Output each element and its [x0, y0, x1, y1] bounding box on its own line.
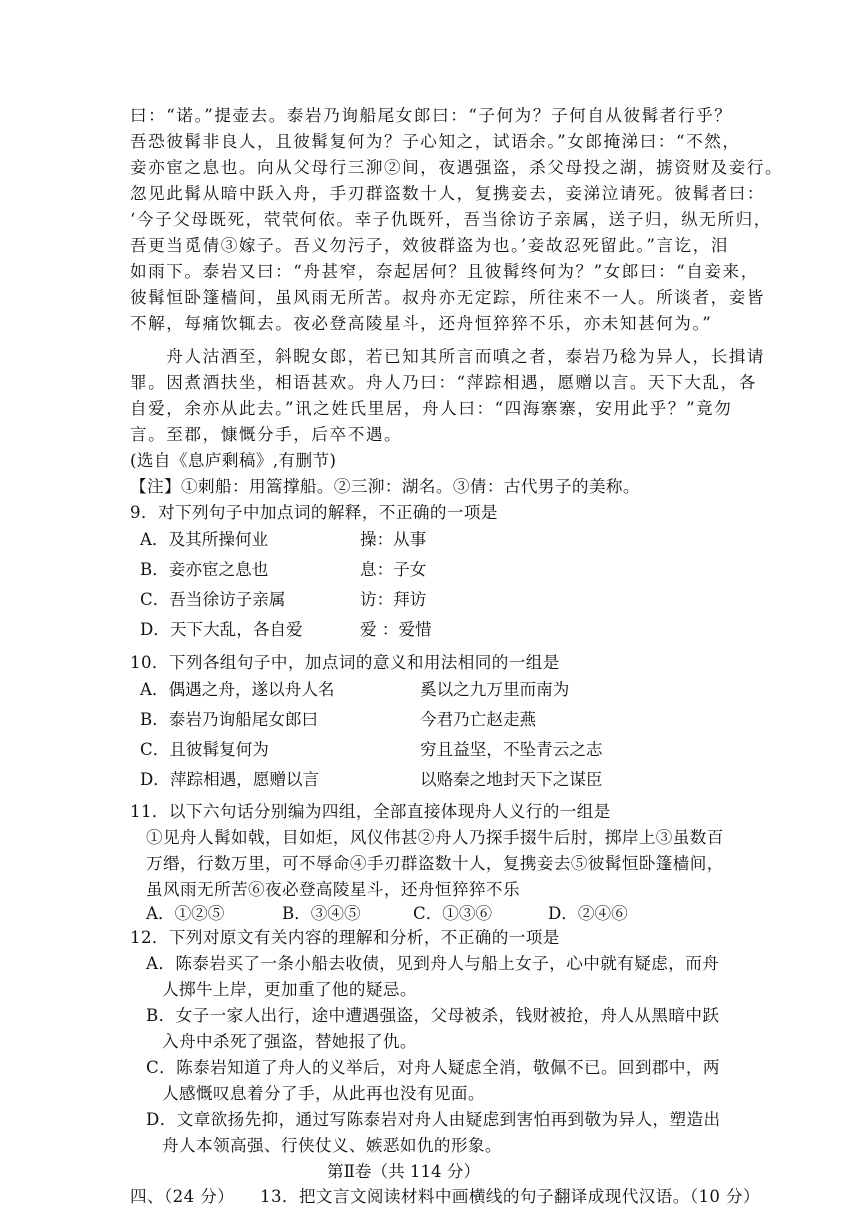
option-left: D．萍踪相遇，愿赠以言 — [140, 770, 320, 789]
option-right: 穷且益坚，不坠青云之志 — [420, 740, 603, 759]
option-right: 今君乃亡赵走燕 — [420, 710, 537, 729]
q10-option-c[interactable] — [0, 736, 860, 764]
passage-line: 吾更当觅倩③嫁子。吾义勿污子，效彼群盗为也。’妾故忍死留此。”言讫，泪 — [130, 236, 729, 255]
question-10-stem: 10．下列各组句子中，加点词的意义和用法相同的一组是 — [130, 653, 560, 672]
option-right: 以赂秦之地封天下之谋臣 — [420, 770, 603, 789]
passage-line: ‘今子父母既死，茕茕何依。幸子仇既歼，吾当徐访子亲属，送子归，纵无所归， — [130, 210, 772, 229]
q11-choice-c[interactable]: C．①③⑥ — [413, 904, 493, 923]
option-left: C．且彼髯复何为 — [140, 740, 269, 759]
q9-option-c[interactable] — [0, 586, 860, 614]
q12-option-b[interactable]: B．女子一家人出行，途中遭遇强盗，父母被杀，钱财被抢，舟人从黑暗中跃 — [146, 1006, 720, 1025]
option-gloss: 息：子女 — [360, 560, 427, 579]
question-11-stem: 11．以下六句话分别编为四组，全部直接体现舟人义行的一组是 — [130, 802, 611, 821]
q11-choice-b[interactable]: B．③④⑤ — [282, 904, 361, 923]
option-left: A．偶遇之舟，遂以舟人名 — [140, 680, 335, 699]
q9-option-d[interactable] — [0, 616, 860, 644]
option-gloss: 操：从事 — [360, 530, 427, 549]
q10-option-b[interactable] — [0, 706, 860, 734]
question-13-stem: 13．把文言文阅读材料中画横线的句子翻译成现代汉语。（10 分） — [260, 1187, 761, 1206]
q11-choice-d[interactable]: D．②④⑥ — [548, 904, 628, 923]
q10-option-d[interactable] — [0, 766, 860, 794]
q9-option-a[interactable] — [0, 526, 860, 554]
passage-line: 彼髯恒卧篷樯间，虽风雨无所苦。叔舟亦无定踪，所往来不一人。所谈者，妾皆 — [130, 288, 766, 307]
option-left: B．泰岩乃询船尾女郎曰 — [140, 710, 319, 729]
option-gloss: 访：拜访 — [360, 590, 427, 609]
q11-body-line: 万缗，行数万里，可不辱命④手刃群盗数十人，复携妾去⑤彼髯恒卧篷樯间， — [146, 854, 724, 873]
passage-line: 妾亦宦之息也。向从父母行三泖②间，夜遇强盗，杀父母投之湖，掳资财及妾行。 — [130, 158, 784, 177]
option-text: A．及其所操何业 — [140, 530, 269, 549]
q11-choices — [0, 901, 860, 927]
passage-line: 如雨下。泰岩又曰：“舟甚窄，奈起居何？且彼髯终何为？”女郎曰：“自妾来， — [130, 262, 759, 281]
q12-option-b-cont: 入舟中杀死了强盗，替她报了仇。 — [162, 1032, 417, 1051]
q11-body-line: ①见舟人髯如戟，目如炬，风仪伟甚②舟人乃探手掇牛后肘，掷岸上③虽数百 — [146, 828, 724, 847]
passage-line: 不解，每痛饮辄去。夜必登高陵星斗，还舟恒猝猝不乐，亦未知甚何为。” — [130, 314, 713, 333]
q12-option-a-cont: 人掷牛上岸，更加重了他的疑忌。 — [162, 980, 417, 999]
question-9-stem: 9．对下列句子中加点词的解释，不正确的一项是 — [130, 503, 498, 522]
passage-line: 舟人沽酒至，斜睨女郎，若已知其所言而嗔之者，泰岩乃稔为异人，长揖请 — [130, 347, 766, 366]
passage-line: 吾恐彼髯非良人，且彼髯复何为？子心知之，试语余。”女郎掩涕曰：“不然， — [130, 132, 741, 151]
source-citation: (选自《息庐剩稿》,有删节) — [130, 451, 337, 470]
q9-option-b[interactable] — [0, 556, 860, 584]
passage-line: 罪。因煮酒扶坐，相语甚欢。舟人乃曰：“萍踪相遇，愿赠以言。天下大乱，各 — [130, 373, 757, 392]
option-text: D．天下大乱，各自爱 — [140, 620, 303, 639]
option-gloss: 爱 ：爱惜 — [360, 620, 432, 639]
part-4-heading: 四、（24 分） — [130, 1187, 235, 1206]
option-text: C．吾当徐访子亲属 — [140, 590, 286, 609]
q12-option-a[interactable]: A．陈泰岩买了一条小船去收债，见到舟人与船上女子，心中就有疑虑，而舟 — [146, 954, 720, 973]
q11-body-line: 虽风雨无所苦⑥夜必登高陵星斗，还舟恒猝猝不乐 — [146, 880, 520, 899]
q12-option-d[interactable]: D．文章欲扬先抑，通过写陈泰岩对舟人由疑虑到害怕再到敬为异人，塑造出 — [146, 1110, 721, 1129]
passage-line: 自爱，余亦从此去。”讯之姓氏里居，舟人曰：“四海寨寨，安用此乎？”竟勿 — [130, 399, 733, 418]
section-heading: 第Ⅱ卷（共 114 分） — [327, 1162, 481, 1181]
q11-choice-a[interactable]: A．①②⑤ — [146, 904, 225, 923]
q12-option-c-cont: 人感慨叹息着分了手，从此再也没有见面。 — [162, 1084, 485, 1103]
passage-line: 曰：“诺。”提壶去。泰岩乃询船尾女郎曰：“子何为？子何自从彼髯者行乎？ — [130, 106, 733, 125]
option-right: 奚以之九万里而南为 — [420, 680, 570, 699]
passage-line: 忽见此髯从暗中跃入舟，手刃群盗数十人，复携妾去，妾涕泣请死。彼髯者曰： — [130, 184, 766, 203]
question-12-stem: 12．下列对原文有关内容的理解和分析，不正确的一项是 — [130, 928, 560, 947]
passage-line: 言。至郡，慷慨分手，后卒不遇。 — [130, 425, 403, 444]
q12-option-d-cont: 舟人本领高强、行侠仗义、嫉恶如仇的形象。 — [162, 1136, 502, 1155]
q12-option-c[interactable]: C．陈泰岩知道了舟人的义举后，对舟人疑虑全消，敬佩不已。回到郡中，两 — [146, 1058, 720, 1077]
annotation-note: 【注】①刺船：用篙撑船。②三泖：湖名。③倩：古代男子的美称。 — [130, 477, 640, 496]
option-text: B．妾亦宦之息也 — [140, 560, 269, 579]
q10-option-a[interactable] — [0, 676, 860, 704]
